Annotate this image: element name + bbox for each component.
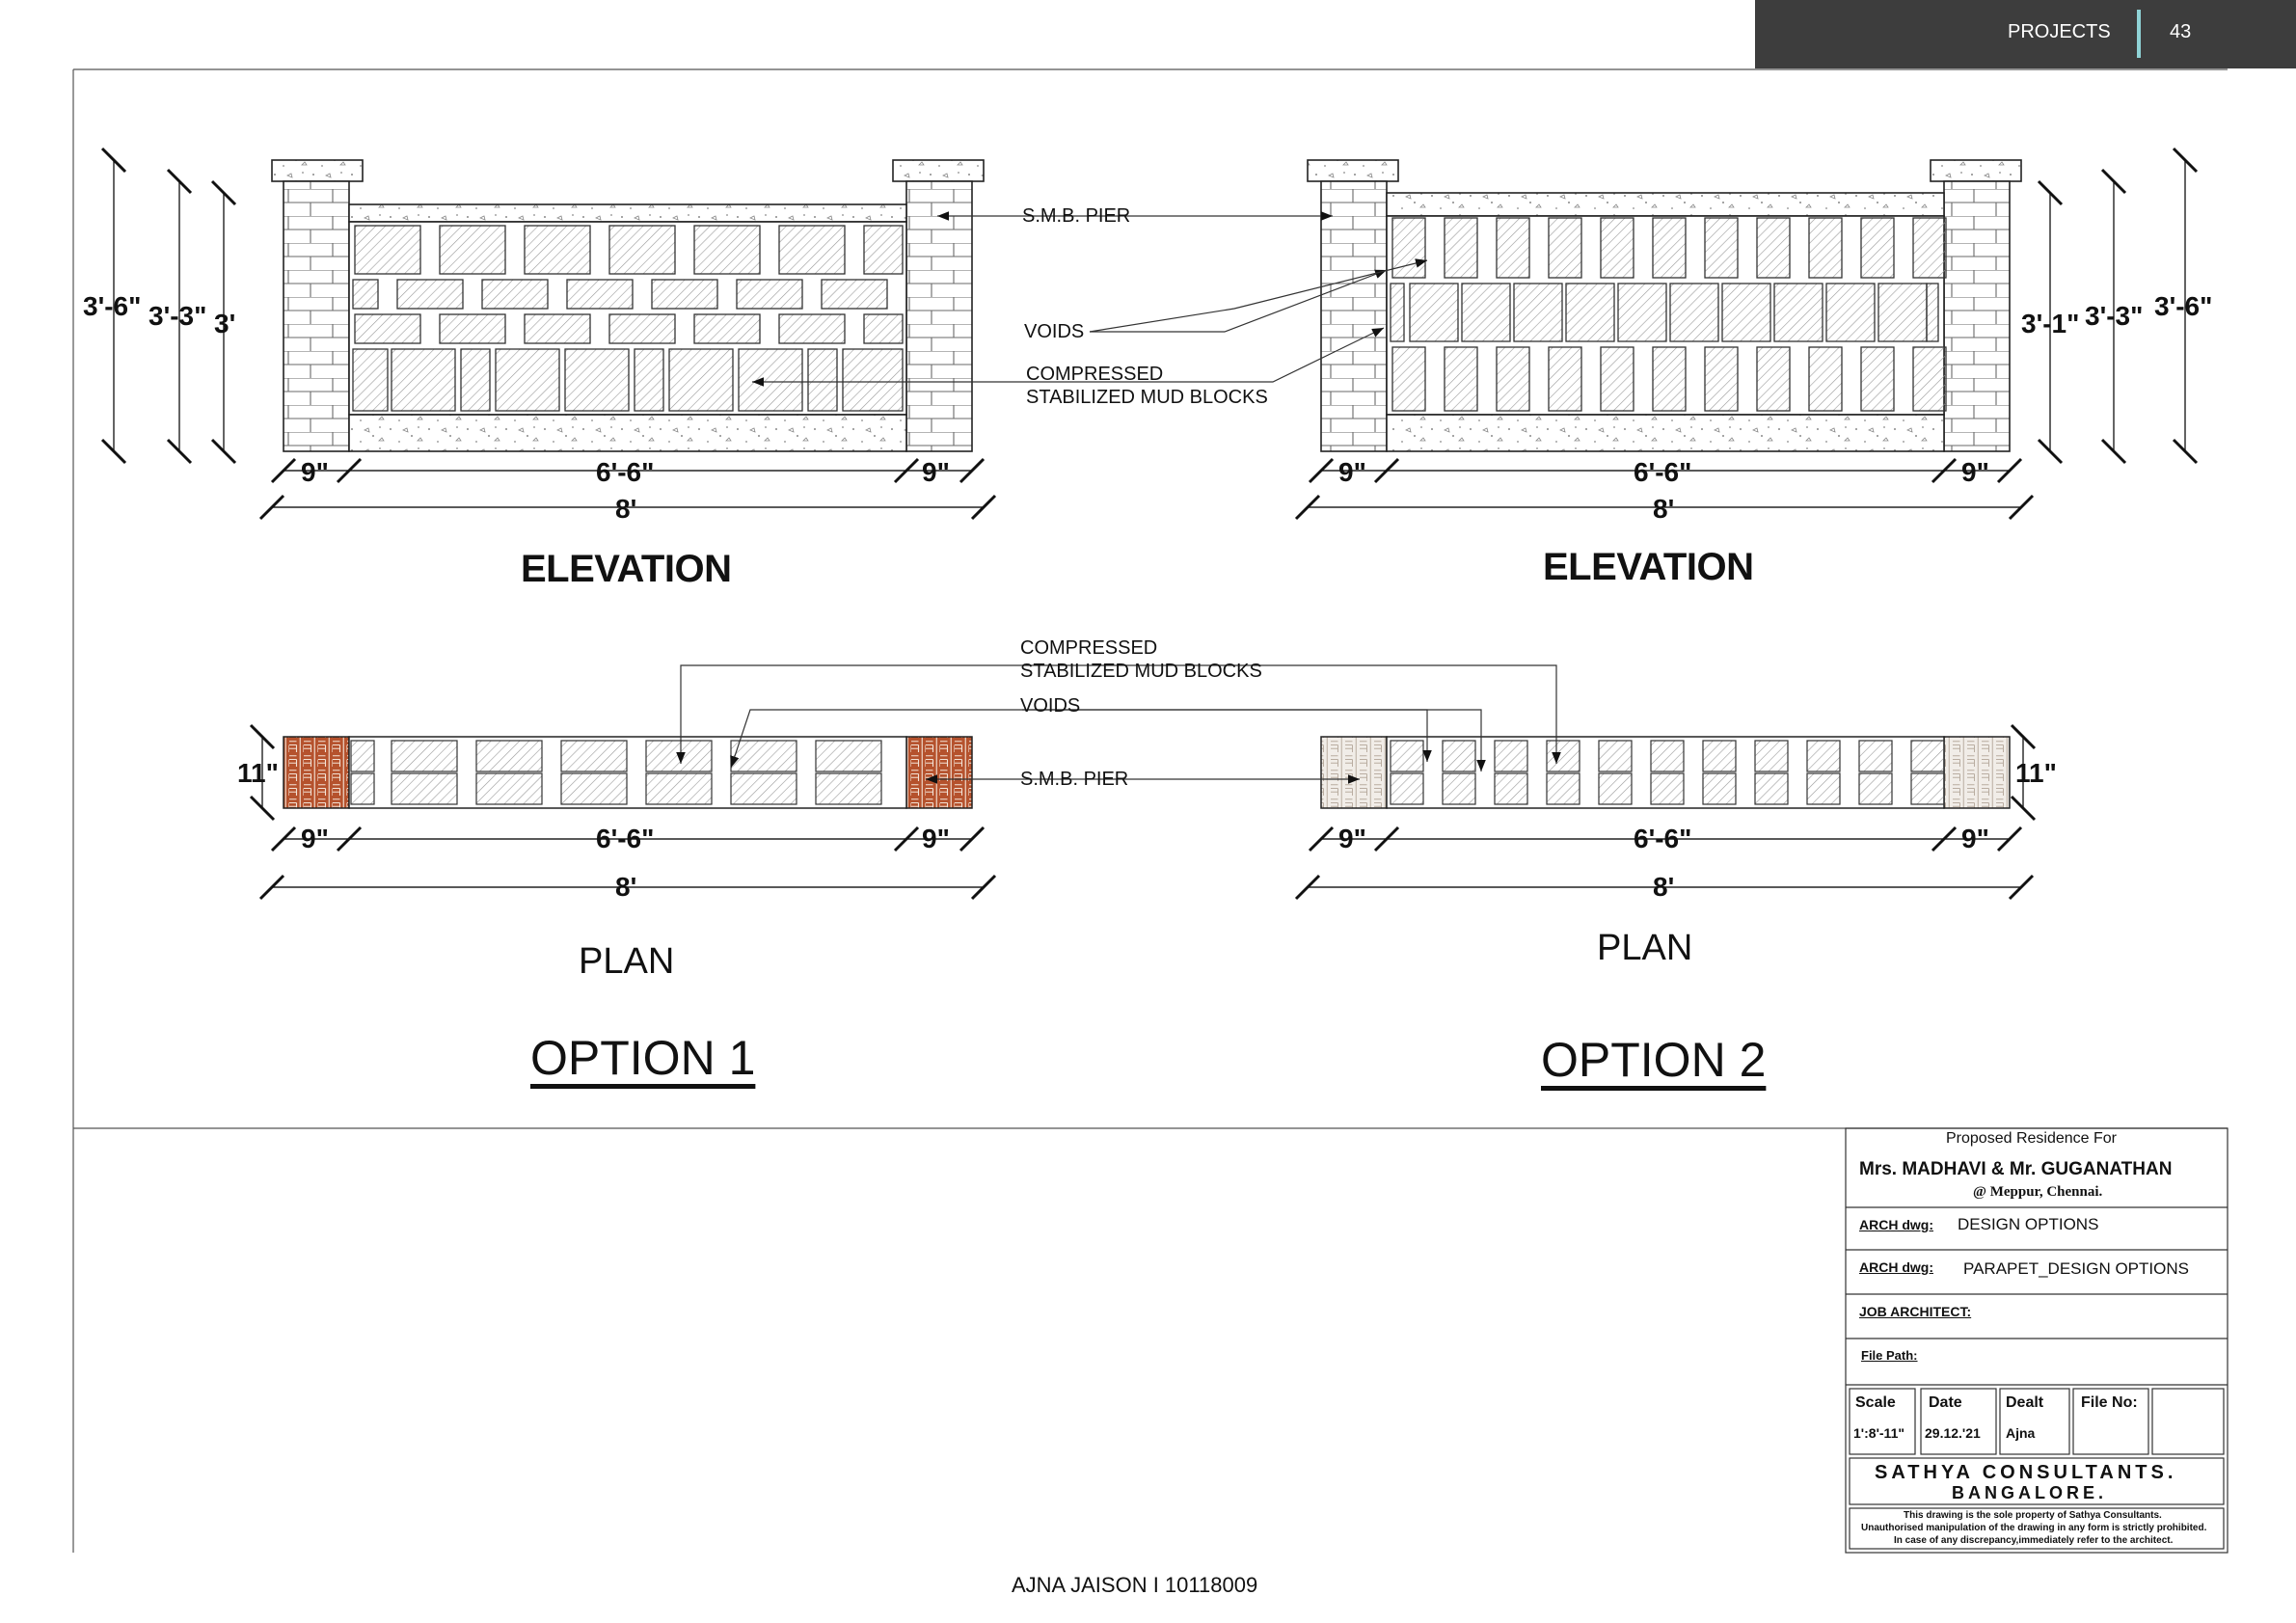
option1-plan-width-left: 9": [301, 824, 329, 853]
mud-block: [1861, 218, 1894, 278]
mud-block: [1549, 347, 1581, 411]
mud-block: [1809, 347, 1842, 411]
tb-job-architect: JOB ARCHITECT:: [1859, 1304, 1972, 1319]
plan-block: [646, 741, 712, 771]
option2-height-2: 3'-3": [2085, 301, 2144, 331]
plan-block: [1391, 773, 1423, 804]
tb-arch-value-1: DESIGN OPTIONS: [1958, 1215, 2099, 1233]
plan-block: [1807, 773, 1840, 804]
plan-block: [1391, 741, 1423, 771]
mud-block: [355, 314, 420, 343]
tb-file-path: File Path:: [1861, 1348, 1918, 1363]
plan-block: [731, 773, 797, 804]
option2-height-3: 3'-6": [2154, 291, 2213, 321]
mud-block: [1705, 347, 1738, 411]
mud-block: [1927, 284, 1938, 341]
plan-block: [1599, 773, 1632, 804]
plan-block: [1495, 773, 1527, 804]
mud-block: [1809, 218, 1842, 278]
label-csmb-elevation-line2: STABILIZED MUD BLOCKS: [1026, 387, 1268, 408]
mud-block: [1445, 218, 1477, 278]
mud-block: [1757, 218, 1790, 278]
plan-block: [1651, 741, 1684, 771]
mud-block: [609, 226, 675, 274]
tb-arch-value-2: PARAPET_DESIGN OPTIONS: [1963, 1259, 2189, 1278]
option2-width-right: 9": [1961, 457, 1989, 487]
option2-plan-width-total: 8': [1653, 872, 1675, 902]
plan-block: [351, 741, 374, 771]
mud-block: [1722, 284, 1770, 341]
plan-block: [1807, 741, 1840, 771]
option1-plan-title: PLAN: [579, 941, 675, 982]
option2-width-total: 8': [1653, 494, 1675, 524]
mud-block: [843, 349, 903, 411]
mud-block: [496, 349, 559, 411]
plan-block: [1755, 773, 1788, 804]
plan-block: [476, 741, 542, 771]
mud-block: [1705, 218, 1738, 278]
mud-block: [1514, 284, 1562, 341]
mud-block: [440, 226, 505, 274]
mud-block: [1410, 284, 1458, 341]
mud-block: [525, 314, 590, 343]
mud-block: [808, 349, 837, 411]
option2-plan-width-mid: 6'-6": [1634, 824, 1692, 853]
option2-plan: [1321, 737, 2010, 808]
mud-block: [694, 314, 760, 343]
mud-block: [1757, 347, 1790, 411]
plan-block: [1859, 741, 1892, 771]
option1-width-right: 9": [922, 457, 950, 487]
option1-title: OPTION 1: [530, 1031, 756, 1085]
mud-block: [1392, 218, 1425, 278]
mud-block: [1392, 347, 1425, 411]
tb-scale-label: Scale: [1855, 1394, 1896, 1411]
plan-block: [1755, 741, 1788, 771]
mud-block: [1549, 218, 1581, 278]
mud-block: [565, 349, 629, 411]
option2-height-1: 3'-1": [2021, 309, 2080, 338]
plan-block: [1651, 773, 1684, 804]
plan-block: [1547, 741, 1580, 771]
option1-width-total: 8': [615, 494, 637, 524]
mud-block: [864, 314, 903, 343]
tb-note-3: In case of any discrepancy,immediately refer to the architect.: [1894, 1535, 2174, 1546]
plan-block: [1703, 773, 1736, 804]
tb-fileno-label: File No:: [2081, 1394, 2138, 1411]
mud-block: [1861, 347, 1894, 411]
plan-block: [1859, 773, 1892, 804]
label-smb-pier-elevation: S.M.B. PIER: [1022, 205, 1131, 227]
option1-height-3: 3': [214, 309, 236, 338]
plan-block: [1911, 741, 1944, 771]
plan-block: [1443, 741, 1475, 771]
tb-proposed: Proposed Residence For: [1946, 1130, 2117, 1147]
mud-block: [1653, 347, 1686, 411]
mud-block: [1445, 347, 1477, 411]
mud-block: [1653, 218, 1686, 278]
option1-height-1: 3'-6": [83, 291, 142, 321]
option1-elevation-title: ELEVATION: [521, 548, 732, 590]
tb-arch-label-1: ARCH dwg:: [1859, 1217, 1933, 1232]
mud-block: [669, 349, 733, 411]
plan-block: [476, 773, 542, 804]
option1-plan-width-total: 8': [615, 872, 637, 902]
tb-arch-label-2: ARCH dwg:: [1859, 1259, 1933, 1275]
option2-width-left: 9": [1338, 457, 1366, 487]
mud-block: [739, 349, 802, 411]
footer-author: AJNA JAISON I 10118009: [1012, 1573, 1258, 1597]
mud-block: [1878, 284, 1927, 341]
label-voids-elevation: VOIDS: [1024, 321, 1085, 342]
mud-block: [1566, 284, 1614, 341]
plan-block: [1703, 741, 1736, 771]
mud-block: [652, 280, 717, 309]
mud-block: [1913, 347, 1946, 411]
plan-block: [731, 741, 797, 771]
tb-date-value: 29.12.'21: [1925, 1425, 1981, 1441]
option2-title: OPTION 2: [1541, 1033, 1767, 1087]
plan-block: [646, 773, 712, 804]
tb-city: BANGALORE.: [1952, 1483, 2107, 1502]
mud-block: [1497, 218, 1529, 278]
option2-elevation: [1308, 160, 2021, 451]
plan-block: [561, 773, 627, 804]
plan-block: [1547, 773, 1580, 804]
option2-width-mid: 6'-6": [1634, 457, 1692, 487]
mud-block: [1497, 347, 1529, 411]
mud-block: [1462, 284, 1510, 341]
mud-block: [1826, 284, 1875, 341]
mud-block: [1618, 284, 1666, 341]
mud-block: [737, 280, 802, 309]
tb-firm: SATHYA CONSULTANTS.: [1875, 1462, 2177, 1483]
plan-block: [816, 773, 881, 804]
option1-height-2: 3'-3": [149, 301, 207, 331]
option2-plan-depth: 11": [2015, 758, 2057, 788]
mud-block: [440, 314, 505, 343]
label-csmb-plan-line1: COMPRESSED: [1020, 637, 1158, 659]
option2-plan-title: PLAN: [1597, 928, 1693, 968]
tb-location: @ Meppur, Chennai.: [1973, 1184, 2103, 1200]
mud-block: [353, 280, 378, 309]
label-smb-pier-plan: S.M.B. PIER: [1020, 769, 1129, 790]
plan-block: [392, 741, 457, 771]
option1-width-mid: 6'-6": [596, 457, 655, 487]
mud-block: [567, 280, 633, 309]
mud-block: [355, 226, 420, 274]
option2-elevation-title: ELEVATION: [1543, 546, 1754, 588]
mud-block: [461, 349, 490, 411]
mud-block: [1670, 284, 1718, 341]
label-csmb-plan-line2: STABILIZED MUD BLOCKS: [1020, 661, 1262, 682]
mud-block: [635, 349, 663, 411]
tb-note-2: Unauthorised manipulation of the drawing in any form is strictly prohibited.: [1861, 1523, 2207, 1533]
option1-elevation: [272, 160, 984, 451]
mud-block: [609, 314, 675, 343]
tb-client: Mrs. MADHAVI & Mr. GUGANATHAN: [1859, 1159, 2173, 1179]
label-csmb-elevation-line1: COMPRESSED: [1026, 364, 1164, 385]
plan-block: [392, 773, 457, 804]
option1-plan-depth: 11": [237, 758, 279, 788]
mud-block: [1774, 284, 1823, 341]
option1-plan: [284, 737, 972, 808]
mud-block: [482, 280, 548, 309]
mud-block: [397, 280, 463, 309]
plan-block: [1911, 773, 1944, 804]
mud-block: [779, 314, 845, 343]
plan-block: [816, 741, 881, 771]
tb-dealt-value: Ajna: [2006, 1425, 2036, 1441]
tb-date-label: Date: [1929, 1394, 1962, 1411]
option2-plan-width-right: 9": [1961, 824, 1989, 853]
mud-block: [1601, 218, 1634, 278]
option1-plan-width-right: 9": [922, 824, 950, 853]
plan-block: [1495, 741, 1527, 771]
mud-block: [1601, 347, 1634, 411]
option2-plan-width-left: 9": [1338, 824, 1366, 853]
mud-block: [864, 226, 903, 274]
tb-scale-value: 1':8'-11": [1853, 1425, 1904, 1441]
tb-note-1: This drawing is the sole property of Sathya Consultants.: [1904, 1510, 2162, 1521]
option1-width-left: 9": [301, 457, 329, 487]
option1-plan-width-mid: 6'-6": [596, 824, 655, 853]
plan-block: [561, 741, 627, 771]
mud-block: [525, 226, 590, 274]
mud-block: [694, 226, 760, 274]
page-number: 43: [2170, 21, 2192, 42]
plan-block: [1443, 773, 1475, 804]
label-voids-plan: VOIDS: [1020, 695, 1081, 717]
plan-block: [1599, 741, 1632, 771]
mud-block: [779, 226, 845, 274]
mud-block: [1913, 218, 1946, 278]
mud-block: [822, 280, 887, 309]
plan-block: [351, 773, 374, 804]
mud-block: [392, 349, 455, 411]
mud-block: [353, 349, 388, 411]
tb-dealt-label: Dealt: [2006, 1394, 2044, 1411]
mud-block: [1391, 284, 1404, 341]
header-section: PROJECTS: [2008, 21, 2111, 42]
